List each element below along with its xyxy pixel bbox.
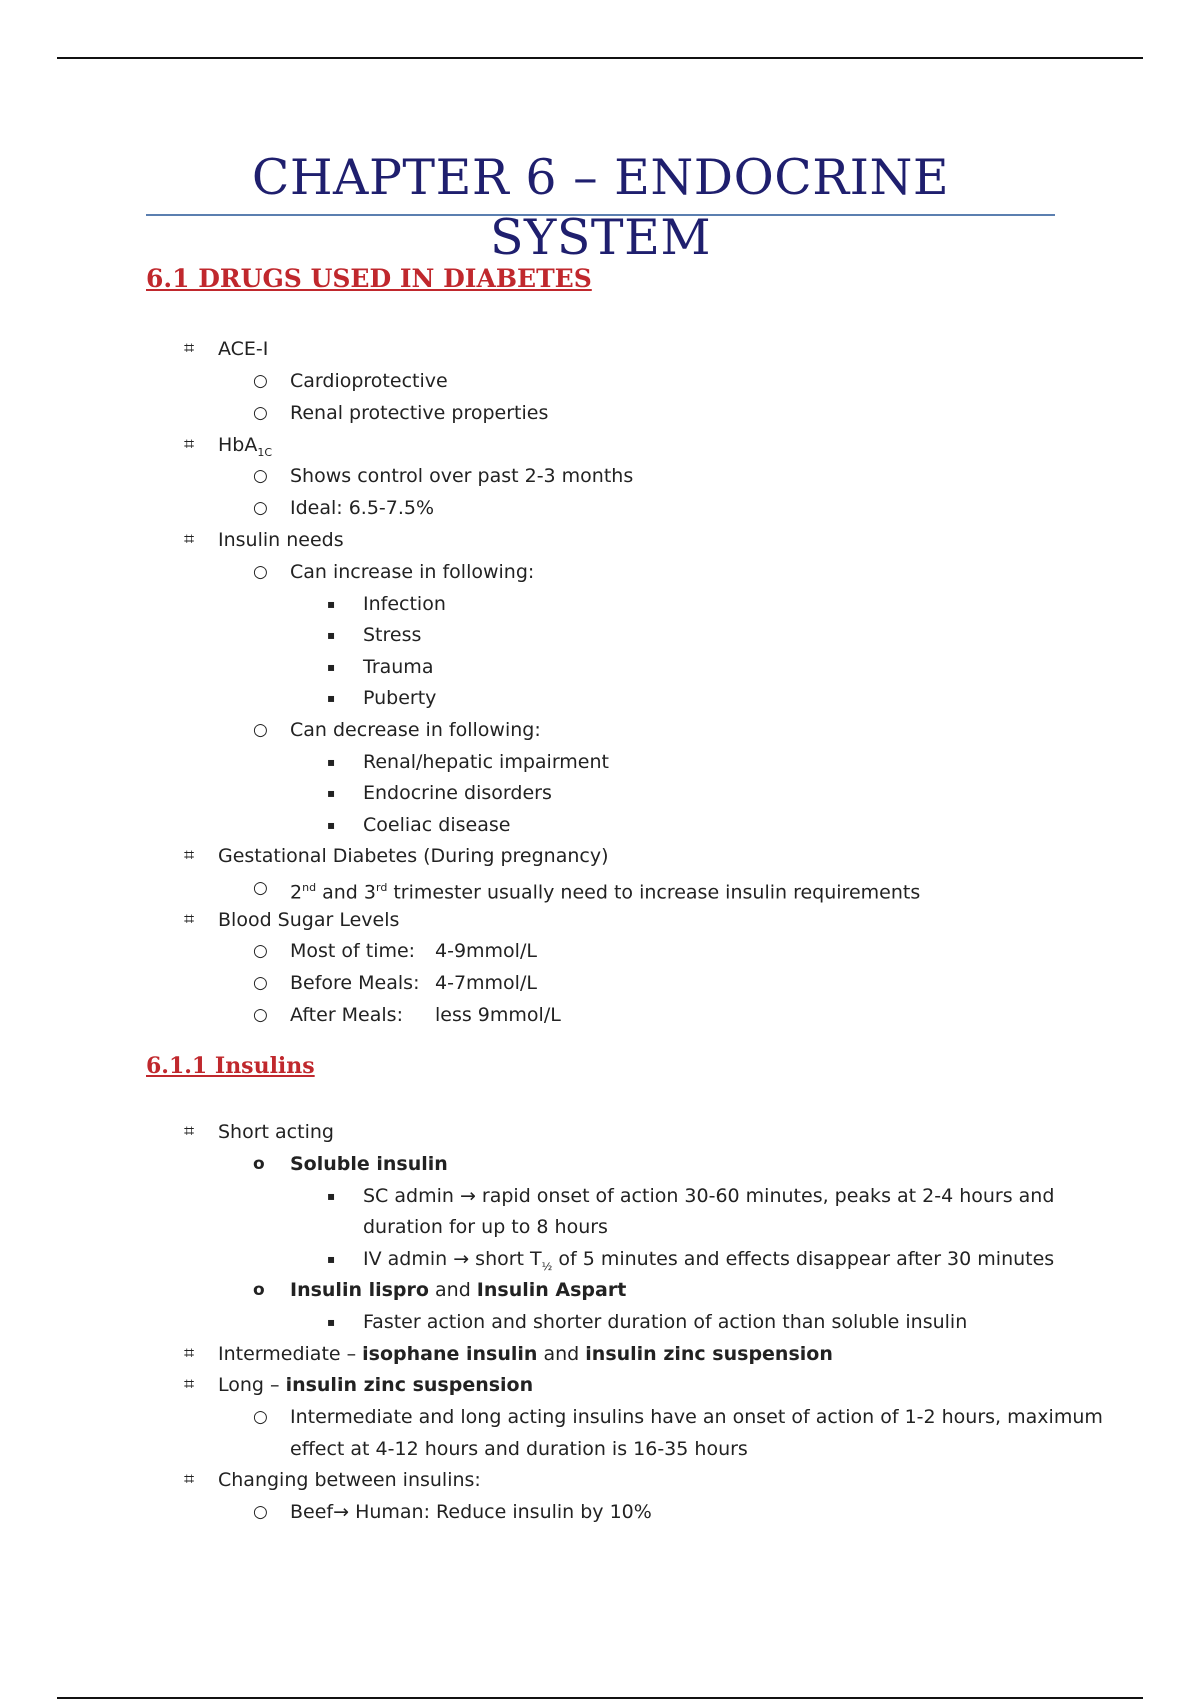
arrow-icon: →: [453, 1248, 470, 1270]
list-item: Beef→ Human: Reduce insulin by 10%: [290, 1501, 652, 1523]
bullet-l1-icon: ⌗: [184, 338, 195, 359]
bullet-l3-icon: ▪: [327, 660, 336, 674]
list-item: Renal/hepatic impairment: [363, 751, 609, 773]
bullet-l1-icon: ⌗: [184, 1374, 195, 1395]
bullet-l2-icon: ○: [253, 941, 268, 961]
bullet-l1-icon: ⌗: [184, 1121, 195, 1142]
list-item: Soluble insulin: [290, 1153, 448, 1175]
list-item: Changing between insulins:: [218, 1469, 481, 1491]
section-heading: 6.1 DRUGS USED IN DIABETES: [146, 264, 592, 293]
bullet-l3-icon: ▪: [327, 818, 336, 832]
blood-sugar-value: 4-7mmol/L: [435, 972, 537, 994]
bullet-l1-icon: ⌗: [184, 845, 195, 866]
bullet-l3-icon: ▪: [327, 597, 336, 611]
bullet-l3-icon: ▪: [327, 628, 336, 642]
blood-sugar-value: 4-9mmol/L: [435, 940, 537, 962]
list-item-continuation: duration for up to 8 hours: [363, 1216, 608, 1238]
bullet-l3-icon: ▪: [327, 786, 336, 800]
arrow-icon: →: [333, 1501, 350, 1523]
bullet-l2-bold-icon: o: [253, 1154, 265, 1174]
list-item: Ideal: 6.5-7.5%: [290, 497, 435, 519]
list-item: Gestational Diabetes (During pregnancy): [218, 845, 609, 867]
bullet-l3-icon: ▪: [327, 1315, 336, 1329]
bullet-l1-icon: ⌗: [184, 434, 195, 455]
bullet-l2-icon: ○: [253, 562, 268, 582]
bullet-l1-icon: ⌗: [184, 529, 195, 550]
list-item: Intermediate and long acting insulins have an onset of action of 1-2 hours, maximum: [290, 1406, 1103, 1428]
list-item: Coeliac disease: [363, 814, 511, 836]
list-item: Renal protective properties: [290, 402, 549, 424]
list-item: Trauma: [363, 656, 434, 678]
bullet-l2-icon: ○: [253, 1005, 268, 1025]
bullet-l2-icon: ○: [253, 973, 268, 993]
blood-sugar-label: After Meals:: [290, 1004, 403, 1026]
bullet-l2-icon: ○: [253, 498, 268, 518]
list-item: IV admin → short $T_{\frac{1}{2}}$ of 5 minutes and effects disappear after 30 minutes: [363, 1248, 1055, 1273]
list-item: Endocrine disorders: [363, 782, 552, 804]
top-rule: [57, 57, 1143, 59]
bullet-l3-icon: ▪: [327, 755, 336, 769]
blood-sugar-value: less 9mmol/L: [435, 1004, 561, 1026]
bullet-l3-icon: ▪: [327, 691, 336, 705]
list-item: Blood Sugar Levels: [218, 909, 400, 931]
list-item: 2nd and 3rd trimester usually need to increase insulin requirements: [290, 881, 921, 904]
bullet-l2-icon: ○: [253, 720, 268, 740]
title-underline: [146, 214, 1055, 216]
list-item: Insulin needs: [218, 529, 344, 551]
list-item: Long – insulin zinc suspension: [218, 1374, 534, 1396]
bottom-rule: [57, 1697, 1143, 1699]
bullet-l3-icon: ▪: [327, 1189, 336, 1203]
blood-sugar-label: Most of time:: [290, 940, 416, 962]
bullet-l2-icon: ○: [253, 878, 268, 898]
list-item: Can increase in following:: [290, 561, 535, 583]
bullet-l2-icon: ○: [253, 403, 268, 423]
blood-sugar-label: Before Meals:: [290, 972, 420, 994]
subsection-heading: 6.1.1 Insulins: [146, 1053, 315, 1079]
list-item: Faster action and shorter duration of action than soluble insulin: [363, 1311, 968, 1333]
list-item: Shows control over past 2-3 months: [290, 465, 634, 487]
list-item: Short acting: [218, 1121, 334, 1143]
bullet-l1-icon: ⌗: [184, 1343, 195, 1364]
arrow-icon: →: [459, 1185, 476, 1207]
bullet-l1-icon: ⌗: [184, 1469, 195, 1490]
list-item: Stress: [363, 624, 422, 646]
chapter-title: CHAPTER 6 – ENDOCRINE SYSTEM: [251, 149, 950, 266]
bullet-l2-icon: ○: [253, 371, 268, 391]
bullet-l1-icon: ⌗: [184, 909, 195, 930]
list-item: Insulin lispro and Insulin Aspart: [290, 1279, 627, 1301]
list-item: Can decrease in following:: [290, 719, 541, 741]
bullet-l2-icon: ○: [253, 466, 268, 486]
list-item: Infection: [363, 593, 446, 615]
bullet-l2-bold-icon: o: [253, 1280, 265, 1300]
list-item: Cardioprotective: [290, 370, 448, 392]
list-item: SC admin → rapid onset of action 30-60 minutes, peaks at 2-4 hours and: [363, 1185, 1055, 1207]
bullet-l3-icon: ▪: [327, 1252, 336, 1266]
bullet-l2-icon: ○: [253, 1502, 268, 1522]
list-item: Puberty: [363, 687, 437, 709]
bullet-l2-icon: ○: [253, 1407, 268, 1427]
list-item-continuation: effect at 4-12 hours and duration is 16-35 hours: [290, 1438, 748, 1460]
list-item: HbA$_{1C}$: [218, 434, 273, 459]
list-item: Intermediate – isophane insulin and insulin zinc suspension: [218, 1343, 833, 1365]
list-item: ACE-I: [218, 338, 269, 360]
